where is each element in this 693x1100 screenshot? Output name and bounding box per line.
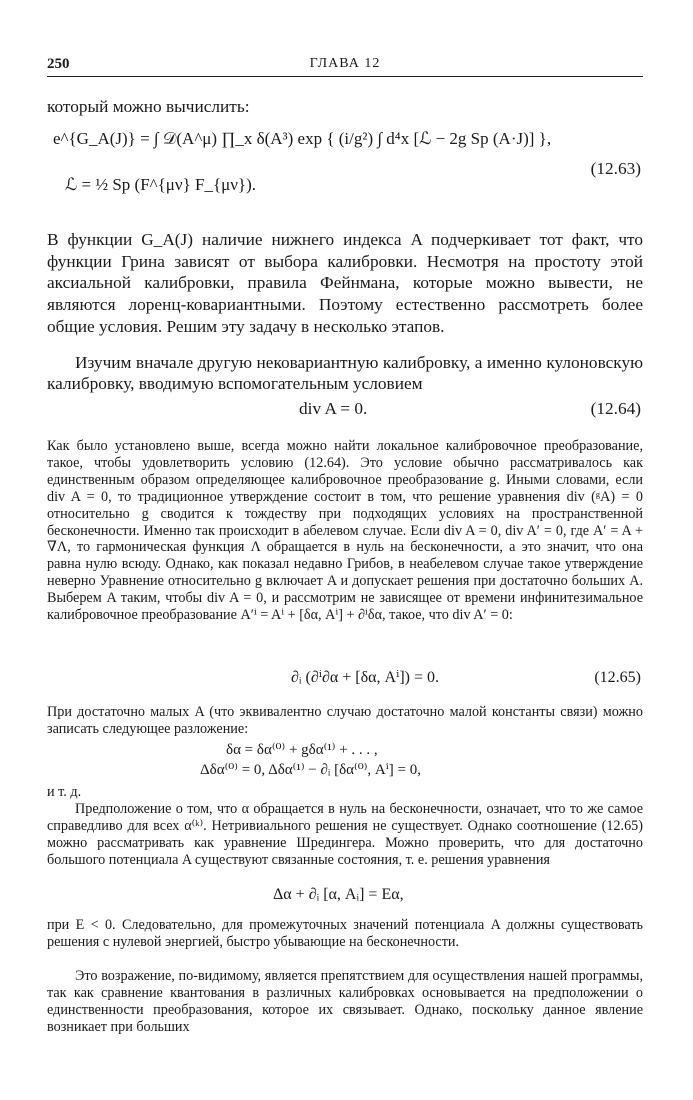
equation-number: (12.65) — [594, 669, 641, 686]
small-paragraph: Как было установлено выше, всегда можно найти локальное калибровочное преобразование, такое, чтобы удовлетворить условию (12.64). Это условие обычно рассматривалось как единственным образом определяющее калибровочное преобразование g. Иными словами, если div A = 0, то традиционное утверждение состоит в том, что решение уравнения div (ᵍA) = 0 относительно g сводится к тождеству при подходящих условиях на пространственной бесконечности. Именно так происходит в абелевом случае. Если div A = 0, div A′ = 0, где A′ = A + ∇Λ, то гармоническая функция Λ обращается в нуль на бесконечности, а это значит, что она равна нулю всюду. Однако, как показал недавно Грибов, в неабелевом случае такое утверждение неверно Уравнение относительно g включает A и допускает решения при достаточно больших A. Выберем A таким, чтобы div A = 0, и рассмотрим не зависящее от времени инфинитезимальное калибровочное преобразование A′ⁱ = Aⁱ + [δα, Aⁱ] + ∂ⁱδα, такое, что div A′ = 0: — [47, 438, 643, 624]
equation-12-64 — [47, 398, 643, 422]
equation-12-64-body: div A = 0. — [299, 399, 368, 418]
small-paragraph: при E < 0. Следовательно, для промежуточных значений потенциала A должны существовать решения с нулевой энергией, быстро убывающие на бесконечности. — [47, 917, 643, 950]
equation-number: (12.64) — [590, 399, 641, 418]
intro-line: который можно вычислить: — [47, 97, 250, 116]
page-number: 250 — [47, 56, 70, 72]
paragraph: Изучим вначале другую нековариантную калибровку, а именно кулоновскую калибровку, вводимую вспомогательным условием — [47, 353, 643, 393]
chapter-title: ГЛАВА 12 — [309, 56, 381, 71]
schrodinger-equation-body: Δα + ∂ᵢ [α, Aᵢ] = Eα, — [273, 886, 404, 903]
equation-12-63-line2: ℒ = ½ Sp (F^{μν} F_{μν}). — [65, 175, 256, 194]
equation-12-65 — [47, 667, 643, 689]
equation-12-65-body: ∂ᵢ (∂ⁱ∂α + [δα, Aⁱ]) = 0. — [291, 669, 439, 686]
small-paragraph: Это возражение, по-видимому, является препятствием для осуществления нашей программы, так как сравнение квантования в различных калибровках основывается на предположении о единственности преобразования, которое их связывает. Однако, поскольку данное явление возникает при больших — [47, 968, 643, 1035]
equation-12-63-line1: e^{G_A(J)} = ∫ 𝒟(A^μ) ∏_x δ(A³) exp { (i/g²) ∫ d⁴x [ℒ − 2g Sp (A·J)] }, — [53, 129, 552, 148]
small-paragraph: При достаточно малых A (что эквивалентно случаю достаточно малой константы связи) можно записать следующее разложение: — [47, 704, 643, 737]
expansion-line2: Δδα⁽⁰⁾ = 0, Δδα⁽¹⁾ − ∂ᵢ [δα⁽⁰⁾, Aⁱ] = 0, — [200, 762, 421, 778]
equation-12-63 — [47, 124, 643, 206]
expansion-line1: δα = δα⁽⁰⁾ + gδα⁽¹⁾ + . . . , — [226, 742, 378, 758]
schrodinger-equation — [47, 884, 643, 906]
equation-number: (12.63) — [590, 159, 641, 178]
expansion-equations — [47, 742, 643, 782]
paragraph: В функции G_A(J) наличие нижнего индекса A подчеркивает тот факт, что функции Грина зависят от выбора калибровки. Несмотря на простоту этой аксиальной калибровки, правила Фейнмана, которые можно вывести, не являются лоренц-ковариантными. Поэтому естественно рассмотреть более общие условия. Решим эту задачу в несколько этапов. — [47, 230, 643, 336]
small-paragraph: Предположение о том, что α обращается в нуль на бесконечности, означает, что то же самое справедливо для всех α⁽ᵏ⁾. Нетривиального решения не существует. Однако соотношение (12.65) можно рассматривать как уравнение Шредингера. Можно проверить, что для достаточно большого потенциала A существуют связанные состояния, т. е. решения уравнения — [47, 801, 643, 868]
etc-text: и т. д. — [47, 784, 82, 800]
running-header — [47, 56, 643, 77]
